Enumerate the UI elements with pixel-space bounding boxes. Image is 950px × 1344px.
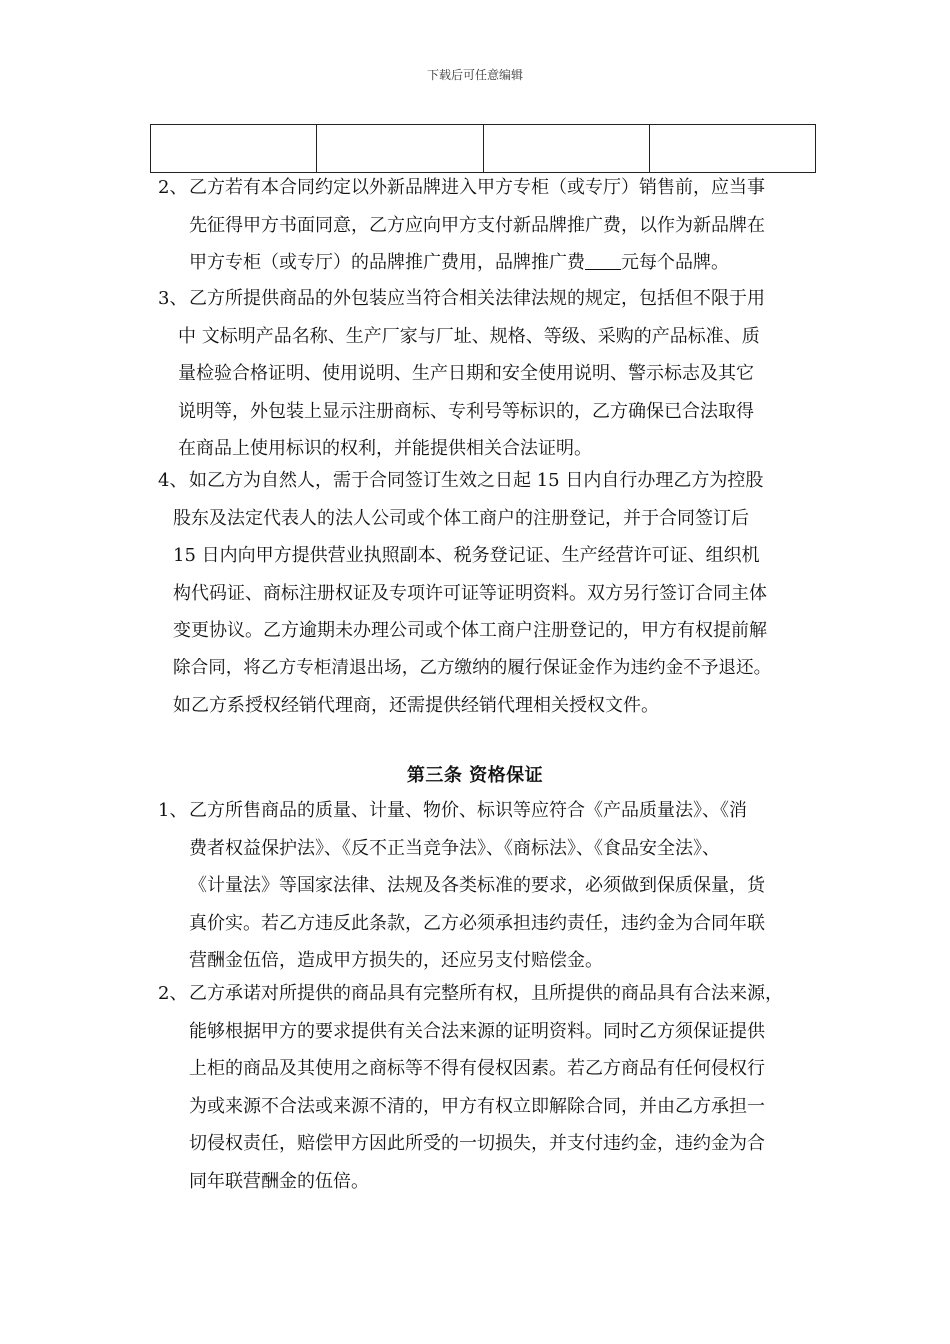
table-cell: [151, 125, 317, 173]
clause-line: 如乙方为自然人，需于合同签订生效之日起 15 日内自行办理乙方为控股: [189, 470, 764, 491]
table-row: [151, 125, 816, 173]
clause-line: 先征得甲方书面同意，乙方应向甲方支付新品牌推广费，以作为新品牌在: [189, 214, 765, 236]
clause-line: 《计量法》等国家法律、法规及各类标准的要求，必须做到保质保量，货: [189, 875, 765, 896]
empty-table: [150, 124, 816, 173]
table-cell: [649, 125, 815, 173]
clause-line: 切侵权责任，赔偿甲方因此所受的一切损失，并支付违约金，违约金为合: [189, 1133, 765, 1154]
clause-line: 营酬金伍倍，造成甲方损失的，还应另支付赔偿金。: [189, 950, 603, 971]
clause-line: 股东及法定代表人的法人公司或个体工商户的注册登记，并于合同签订后: [173, 507, 749, 529]
clause-line: 量检验合格证明、使用说明、生产日期和安全使用说明、警示标志及其它: [178, 363, 754, 384]
clause-line: 乙方承诺对所提供的商品具有完整所有权，且所提供的商品具有合法来源，: [189, 983, 783, 1004]
clause-line: 在商品上使用标识的权利，并能提供相关合法证明。: [178, 438, 592, 459]
fill-in-blank: [585, 251, 621, 270]
clause-line: 能够根据甲方的要求提供有关合法来源的证明资料。同时乙方须保证提供: [189, 1020, 765, 1042]
clause-number: 2、: [158, 983, 188, 1004]
clause-line: 为或来源不合法或来源不清的，甲方有权立即解除合同，并由乙方承担一: [189, 1095, 765, 1117]
clause-number: 1、: [158, 800, 188, 821]
clause-line: 15 日内向甲方提供营业执照副本、税务登记证、生产经营许可证、组织机: [173, 545, 760, 566]
clause-number: 2、: [158, 177, 188, 198]
clause-line: 上柜的商品及其使用之商标等不得有侵权因素。若乙方商品有任何侵权行: [189, 1058, 765, 1079]
clause-line: 元每个品牌。: [621, 252, 729, 273]
clause-line: 如乙方系授权经销代理商，还需提供经销代理相关授权文件。: [173, 695, 659, 716]
clause-line: 真价实。若乙方违反此条款，乙方必须承担违约责任，违约金为合同年联: [189, 912, 765, 934]
clause-number: 3、: [158, 288, 188, 309]
clause-line: 同年联营酬金的伍倍。: [189, 1170, 369, 1192]
clause-line: 说明等，外包装上显示注册商标、专利号等标识的，乙方确保已合法取得: [178, 400, 754, 422]
clause-line: 构代码证、商标注册权证及专项许可证等证明资料。双方另行签订合同主体: [173, 582, 767, 604]
table-cell: [317, 125, 483, 173]
clause-line: 乙方所提供商品的外包装应当符合相关法律法规的规定，包括但不限于用: [189, 288, 765, 309]
clause-line: 乙方所售商品的质量、计量、物价、标识等应符合《产品质量法》、《消: [189, 800, 747, 821]
clause-line: 变更协议。乙方逾期未办理公司或个体工商户注册登记的，甲方有权提前解: [173, 620, 767, 641]
clause-number: 4、: [158, 470, 188, 491]
clause-line-with-blank: [189, 244, 729, 282]
page-header: 下载后可任意编辑: [426, 68, 523, 82]
clause-line: 乙方若有本合同约定以外新品牌进入甲方专柜（或专厅）销售前，应当事: [189, 177, 765, 198]
section-heading: 第三条 资格保证: [406, 765, 544, 786]
clause-line: 中 文标明产品名称、生产厂家与厂址、规格、等级、采购的产品标准、质: [178, 325, 760, 347]
clause-line: 甲方专柜（或专厅）的品牌推广费用，品牌推广费: [189, 252, 585, 273]
clause-line: 费者权益保护法》、《反不正当竞争法》、《商标法》、《食品安全法》、: [189, 837, 720, 859]
table-cell: [483, 125, 649, 173]
clause-line: 除合同，将乙方专柜清退出场，乙方缴纳的履行保证金作为违约金不予退还。: [173, 657, 772, 678]
